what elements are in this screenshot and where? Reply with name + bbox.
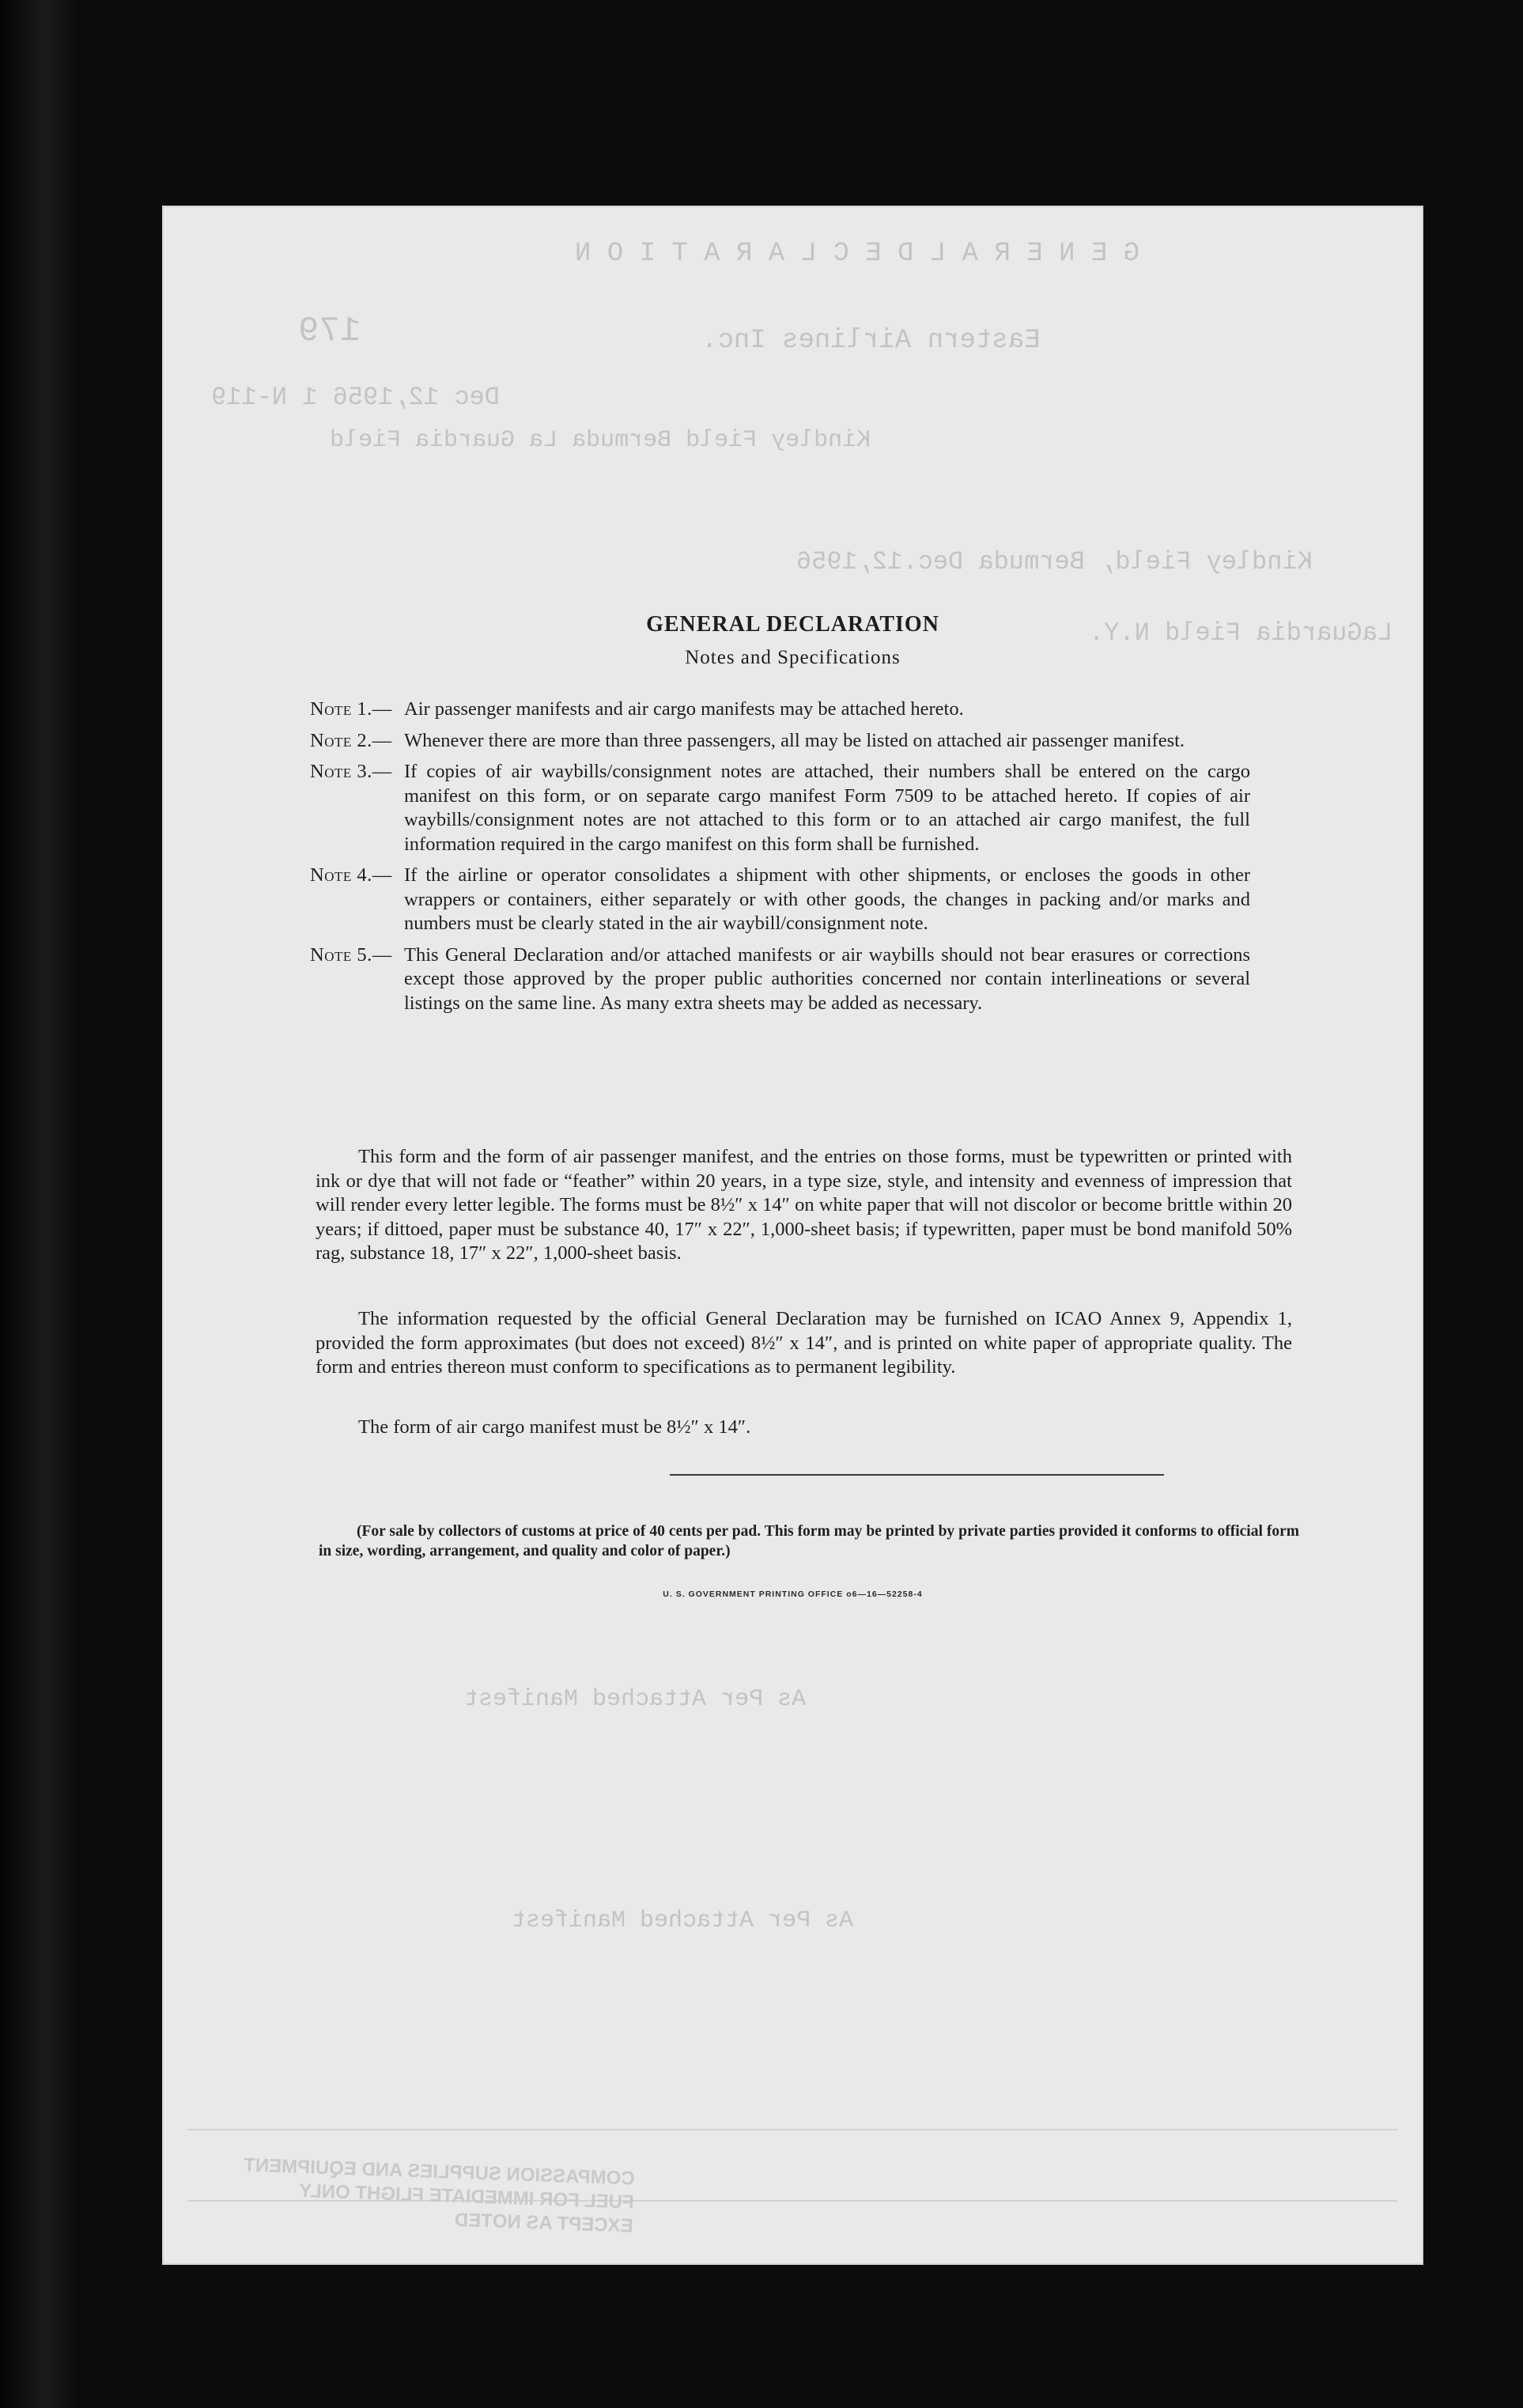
note-label: Note 4.— <box>310 864 392 886</box>
paragraph-cargo-manifest-size: The form of air cargo manifest must be 8½″ x 14″. <box>358 1416 751 1438</box>
paragraph-icao-annex: The information requested by the official General Declaration may be furnished on ICAO Annex 9, Appendix 1, provided the form approximates (but does not exceed) 8½″ x 14″, and is printed on white paper of appropriate quality. The form and entries thereon must conform to specifications as to permanent legibility. <box>316 1308 1292 1378</box>
paragraph-form-requirements: This form and the form of air passenger manifest, and the entries on those forms, must be typewritten or printed with ink or dye that will not fade or “feather” within 20 years, in a type size, style, and intensity and evenness of impression that will render every letter legible. The forms must be 8½″ x 14″ on white paper that will not discolor or become brittle within 20 years; if dittoed, paper must be substance 40, 17″ x 22″, 1,000-sheet basis; if typewritten, paper must be bond manifold 50% rag, substance 18, 17″ x 22″, 1,000-sheet basis. <box>316 1146 1292 1264</box>
scan-border <box>0 0 75 2408</box>
printer-imprint: U. S. GOVERNMENT PRINTING OFFICE o6—16—52258-4 <box>663 1590 923 1599</box>
note-text: If copies of air waybills/consignment notes are attached, their numbers shall be entered on the cargo manifest on this form, or on separate cargo manifest Form 7509 to be attached hereto. If copies of air waybills/consignment notes are not attached to this form or to an attached air cargo manifest, the full information required in the cargo manifest on this form shall be furnished. <box>404 761 1250 855</box>
bleed-through-stamp: COMPASSION SUPPLIES AND EQUIPMENT FUEL FOR IMMEDIATE FLIGHT ONLY EXCEPT AS NOTED <box>243 2154 636 2237</box>
bleed-through-arrival: LaGuardia Field N.Y. <box>1089 618 1393 648</box>
note-label: Note 1.— <box>310 698 392 720</box>
document-title: GENERAL DECLARATION <box>646 612 939 637</box>
bleed-through-number: 179 <box>298 312 361 351</box>
note-5 <box>310 943 1422 1016</box>
bleed-through-cargo: As Per Attached Manifest <box>464 1686 807 1713</box>
note-text: If the airline or operator consolidates a shipment with other shipments, or encloses the goods in other wrappers or containers, either separately or with other goods, the changes in packing and/or marks and numbers must be clearly stated in the air waybill/consignment note. <box>404 864 1250 934</box>
note-3 <box>310 760 1422 856</box>
note-text: This General Declaration and/or attached manifests or air waybills should not bear erasures or corrections except those approved by the proper public authorities concerned nor contain interlineations or several listings on the same line. As many extra sheets may be added as necessary. <box>404 943 1250 1014</box>
note-label: Note 2.— <box>310 729 392 751</box>
bleed-through-header: G E N E R A L D E C L A R A T I O N <box>575 239 1140 269</box>
bleed-through-route: Kindley Field Bermuda La Guardia Field <box>330 427 871 454</box>
document-subtitle: Notes and Specifications <box>685 647 901 668</box>
note-1 <box>310 697 1422 722</box>
note-label: Note 5.— <box>310 943 392 966</box>
divider-rule <box>670 1474 1164 1476</box>
bleed-through-rule <box>187 2129 1397 2130</box>
bleed-through-flight: Dec 12,1956 1 N-119 <box>211 383 500 412</box>
note-text: Air passenger manifests and air cargo manifests may be attached hereto. <box>404 698 964 720</box>
bleed-through-departure: Kindley Field, Bermuda Dec.12,1956 <box>796 547 1313 576</box>
document-page <box>164 207 1422 2263</box>
notes-list <box>310 697 1422 1023</box>
note-2 <box>310 729 1422 754</box>
note-label: Note 3.— <box>310 761 392 782</box>
note-4 <box>310 864 1422 936</box>
sale-note: (For sale by collectors of customs at price of 40 cents per pad. This form may be printed by private parties provided it conforms to official form in size, wording, arrangement, and quality and color of paper.) <box>319 1523 1299 1559</box>
note-text: Whenever there are more than three passengers, all may be listed on attached air passenger manifest. <box>404 729 1185 751</box>
bleed-through-operator: Eastern Airlines Inc. <box>701 326 1041 356</box>
bleed-through-cargo-2: As Per Attached Manifest <box>512 1907 854 1934</box>
